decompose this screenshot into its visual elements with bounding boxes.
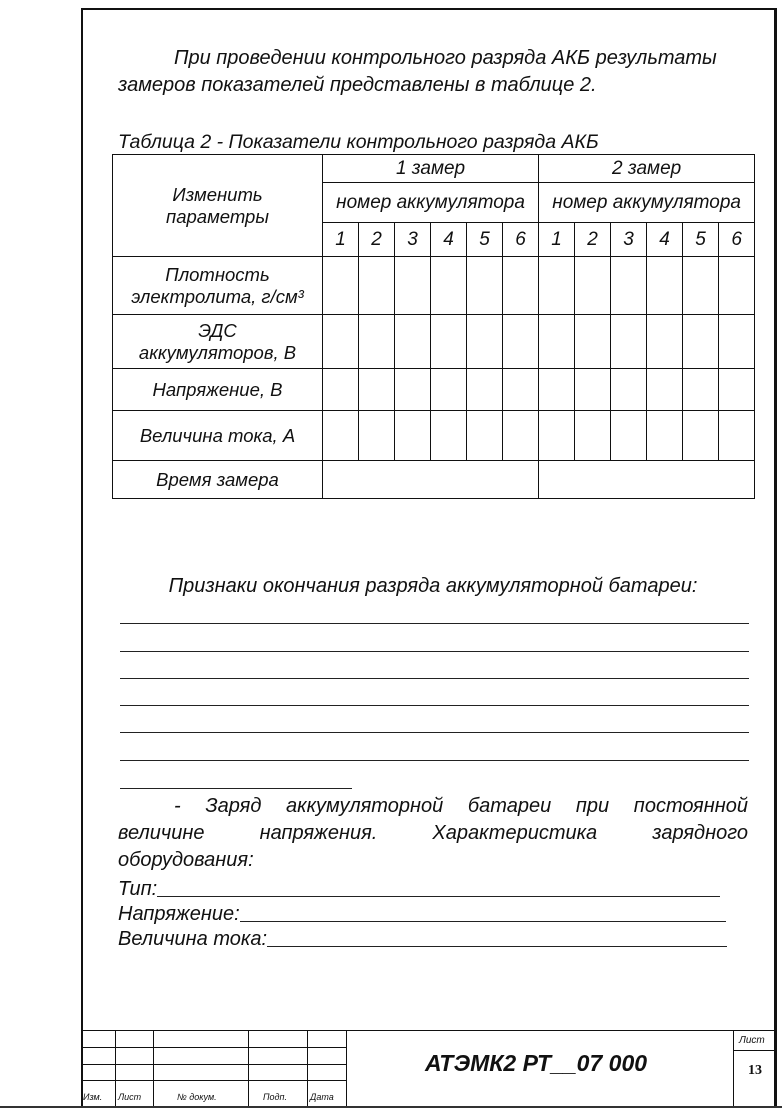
value-cell[interactable] (323, 461, 539, 499)
value-cell[interactable] (611, 257, 647, 315)
value-cell[interactable] (359, 411, 395, 461)
answer-line[interactable] (120, 732, 749, 733)
value-cell[interactable] (467, 257, 503, 315)
value-cell[interactable] (539, 369, 575, 411)
value-cell[interactable] (719, 369, 755, 411)
voltage-field (118, 902, 726, 926)
value-cell[interactable] (647, 369, 683, 411)
answer-line[interactable] (120, 651, 749, 652)
row-label: Величина тока, А (113, 411, 323, 461)
value-cell[interactable] (683, 369, 719, 411)
value-cell[interactable] (467, 315, 503, 369)
answer-line[interactable] (120, 788, 352, 789)
page-edge-line (0, 1106, 782, 1108)
value-cell[interactable] (467, 369, 503, 411)
table-row (113, 411, 755, 461)
value-cell[interactable] (503, 257, 539, 315)
value-cell[interactable] (323, 315, 359, 369)
value-cell[interactable] (359, 369, 395, 411)
value-cell[interactable] (323, 411, 359, 461)
document-code: АТЭМК2 РТ__07 000 (424, 1050, 648, 1076)
row-label: Плотность электролита, г/см³ (113, 257, 323, 315)
table-row (113, 315, 755, 369)
corner-header-cell (113, 155, 323, 257)
charge-paragraph: - Заряд аккумуляторной батареи при постоянной величине напряжения. Характеристика зарядного оборудования: (118, 795, 748, 871)
value-cell[interactable] (539, 315, 575, 369)
answer-line[interactable] (120, 623, 749, 624)
table-row (113, 461, 755, 499)
battery-number-subheader: номер аккумулятора (323, 183, 539, 223)
value-cell[interactable] (683, 411, 719, 461)
answer-line[interactable] (120, 678, 749, 679)
battery-number: 5 (467, 223, 503, 257)
value-cell[interactable] (323, 257, 359, 315)
row-label: Время замера (113, 461, 323, 499)
battery-number: 2 (359, 223, 395, 257)
value-cell[interactable] (503, 411, 539, 461)
type-label: Тип: (118, 878, 158, 900)
value-cell[interactable] (575, 411, 611, 461)
battery-number: 4 (647, 223, 683, 257)
title-block (81, 1030, 777, 1108)
table-caption: Таблица 2 - Показатели контрольного разряда АКБ (118, 131, 599, 153)
value-cell[interactable] (539, 411, 575, 461)
value-cell[interactable] (431, 411, 467, 461)
battery-number: 3 (611, 223, 647, 257)
voltage-input-line[interactable] (240, 921, 726, 922)
value-cell[interactable] (539, 461, 755, 499)
col-izm: Изм. (83, 1092, 103, 1102)
value-cell[interactable] (719, 257, 755, 315)
value-cell[interactable] (431, 369, 467, 411)
value-cell[interactable] (575, 315, 611, 369)
value-cell[interactable] (539, 257, 575, 315)
value-cell[interactable] (719, 315, 755, 369)
sheet-number: 13 (748, 1063, 762, 1078)
value-cell[interactable] (647, 411, 683, 461)
value-cell[interactable] (575, 257, 611, 315)
type-input-line[interactable] (157, 896, 720, 897)
type-field (118, 877, 720, 901)
value-cell[interactable] (503, 315, 539, 369)
col-sign: Подп. (263, 1092, 287, 1102)
value-cell[interactable] (611, 315, 647, 369)
battery-number: 6 (719, 223, 755, 257)
value-cell[interactable] (647, 315, 683, 369)
value-cell[interactable] (611, 411, 647, 461)
battery-number: 4 (431, 223, 467, 257)
battery-number: 6 (503, 223, 539, 257)
value-cell[interactable] (431, 257, 467, 315)
value-cell[interactable] (395, 257, 431, 315)
value-cell[interactable] (683, 257, 719, 315)
voltage-label: Напряжение: (118, 903, 240, 925)
col-list: Лист (118, 1092, 142, 1102)
battery-number: 1 (539, 223, 575, 257)
current-input-line[interactable] (267, 946, 727, 947)
battery-number: 5 (683, 223, 719, 257)
value-cell[interactable] (431, 315, 467, 369)
value-cell[interactable] (467, 411, 503, 461)
table-row (113, 369, 755, 411)
value-cell[interactable] (575, 369, 611, 411)
value-cell[interactable] (359, 257, 395, 315)
value-cell[interactable] (611, 369, 647, 411)
value-cell[interactable] (359, 315, 395, 369)
table-row (113, 257, 755, 315)
battery-number: 2 (575, 223, 611, 257)
group-header: 2 замер (539, 155, 755, 183)
group-header: 1 замер (323, 155, 539, 183)
value-cell[interactable] (719, 411, 755, 461)
answer-line[interactable] (120, 705, 749, 706)
row-label: Напряжение, В (113, 369, 323, 411)
current-field (118, 927, 727, 951)
battery-number: 1 (323, 223, 359, 257)
answer-line[interactable] (120, 760, 749, 761)
discharge-signs-heading: Признаки окончания разряда аккумуляторной батареи: (168, 575, 698, 597)
sheet-label: Лист (739, 1035, 765, 1046)
value-cell[interactable] (683, 315, 719, 369)
row-label: ЭДС аккумуляторов, В (113, 315, 323, 369)
value-cell[interactable] (503, 369, 539, 411)
indicators-table (112, 154, 755, 499)
value-cell[interactable] (395, 369, 431, 411)
corner-header: Изменить параметры (166, 183, 269, 227)
battery-number-subheader: номер аккумулятора (539, 183, 755, 223)
col-doc: № докум. (177, 1092, 217, 1102)
intro-paragraph: При проведении контрольного разряда АКБ результаты замеров показателей представлены в таблице 2. (118, 47, 717, 96)
value-cell[interactable] (395, 411, 431, 461)
value-cell[interactable] (323, 369, 359, 411)
value-cell[interactable] (647, 257, 683, 315)
value-cell[interactable] (395, 315, 431, 369)
battery-number: 3 (395, 223, 431, 257)
col-date: Дата (310, 1092, 334, 1102)
current-label: Величина тока: (118, 928, 268, 950)
